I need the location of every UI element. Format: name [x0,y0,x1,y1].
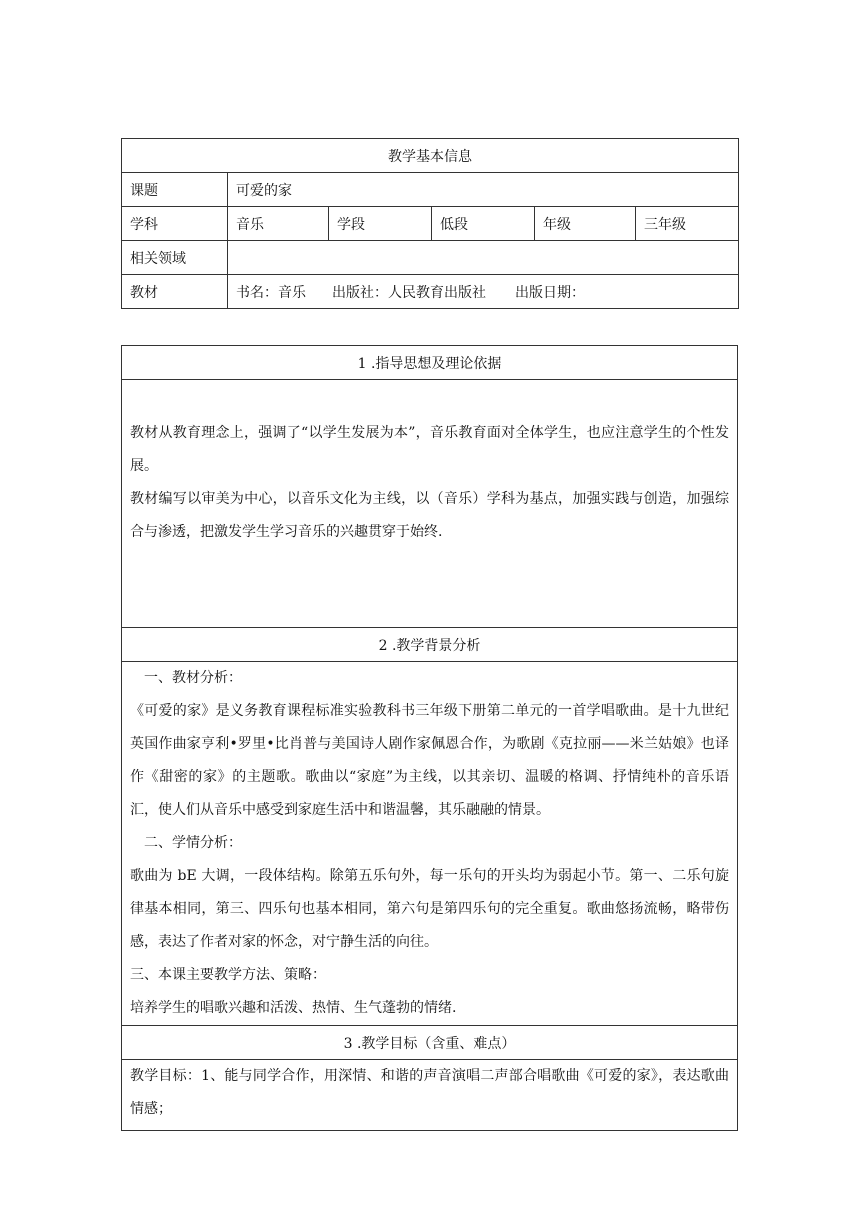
subject-label: 学科 [122,207,228,241]
textbook-value [228,275,739,309]
section3-heading: 3 .教学目标（含重、难点） [122,1026,738,1060]
section2-heading: 2 .教学背景分析 [122,628,738,662]
subject-value: 音乐 [228,207,329,241]
section2-body [122,662,738,1026]
stage-value: 低段 [432,207,535,241]
section1-heading: 1 .指导思想及理论依据 [122,346,738,380]
section2-subheading: 二、学情分析： [144,835,242,851]
section2-paragraph: 培养学生的唱歌兴趣和活泼、热情、生气蓬勃的情绪. [130,1000,457,1016]
section1-body [122,380,738,628]
book-name: 书名：音乐 [236,284,306,301]
section3-body [122,1060,738,1131]
grade-label: 年级 [535,207,636,241]
basic-info-title: 教学基本信息 [122,139,739,173]
section3-paragraph: 教学目标：1、能与同学合作，用深情、和谐的声音演唱二声部合唱歌曲《可爱的家》，表达歌曲情感； [130,1068,729,1117]
section2-subheading: 一、教材分析： [144,670,242,686]
topic-value: 可爱的家 [228,173,739,207]
field-label: 相关领域 [122,241,228,275]
section2-subheading: 三、本课主要教学方法、策略： [130,967,326,983]
publisher: 出版社：人民教育出版社 [332,284,486,301]
lesson-plan-table [121,345,738,1131]
basic-info-table [121,138,739,309]
section1-paragraph: 教材编写以审美为中心，以音乐文化为主线，以（音乐）学科为基点，加强实践与创造，加强综合与渗透，把激发学生学习音乐的兴趣贯穿于始终. [130,491,729,540]
field-value [228,241,739,275]
section2-paragraph: 歌曲为 bE 大调，一段体结构。除第五乐句外，每一乐句的开头均为弱起小节。第一、二乐句旋律基本相同，第三、四乐句也基本相同，第六句是第四乐句的完全重复。歌曲悠扬流畅，略带伤感，表达了作者对家的怀念，对宁静生活的向往。 [130,868,729,950]
section2-paragraph: 《可爱的家》是义务教育课程标准实验教科书三年级下册第二单元的一首学唱歌曲。是十九世纪英国作曲家亨利•罗里•比肖普与美国诗人剧作家佩恩合作，为歌剧《克拉丽——米兰姑娘》也译作《甜密的家》的主题歌。歌曲以“家庭”为主线，以其亲切、温暖的格调、抒情纯朴的音乐语汇，使人们从音乐中感受到家庭生活中和谐温馨，其乐融融的情景。 [130,703,729,818]
textbook-label: 教材 [122,275,228,309]
grade-value: 三年级 [636,207,739,241]
topic-label: 课题 [122,173,228,207]
stage-label: 学段 [329,207,432,241]
section1-paragraph: 教材从教育理念上，强调了“以学生发展为本”，音乐教育面对全体学生，也应注意学生的个性发展。 [130,425,729,474]
publish-date: 出版日期： [515,284,585,301]
